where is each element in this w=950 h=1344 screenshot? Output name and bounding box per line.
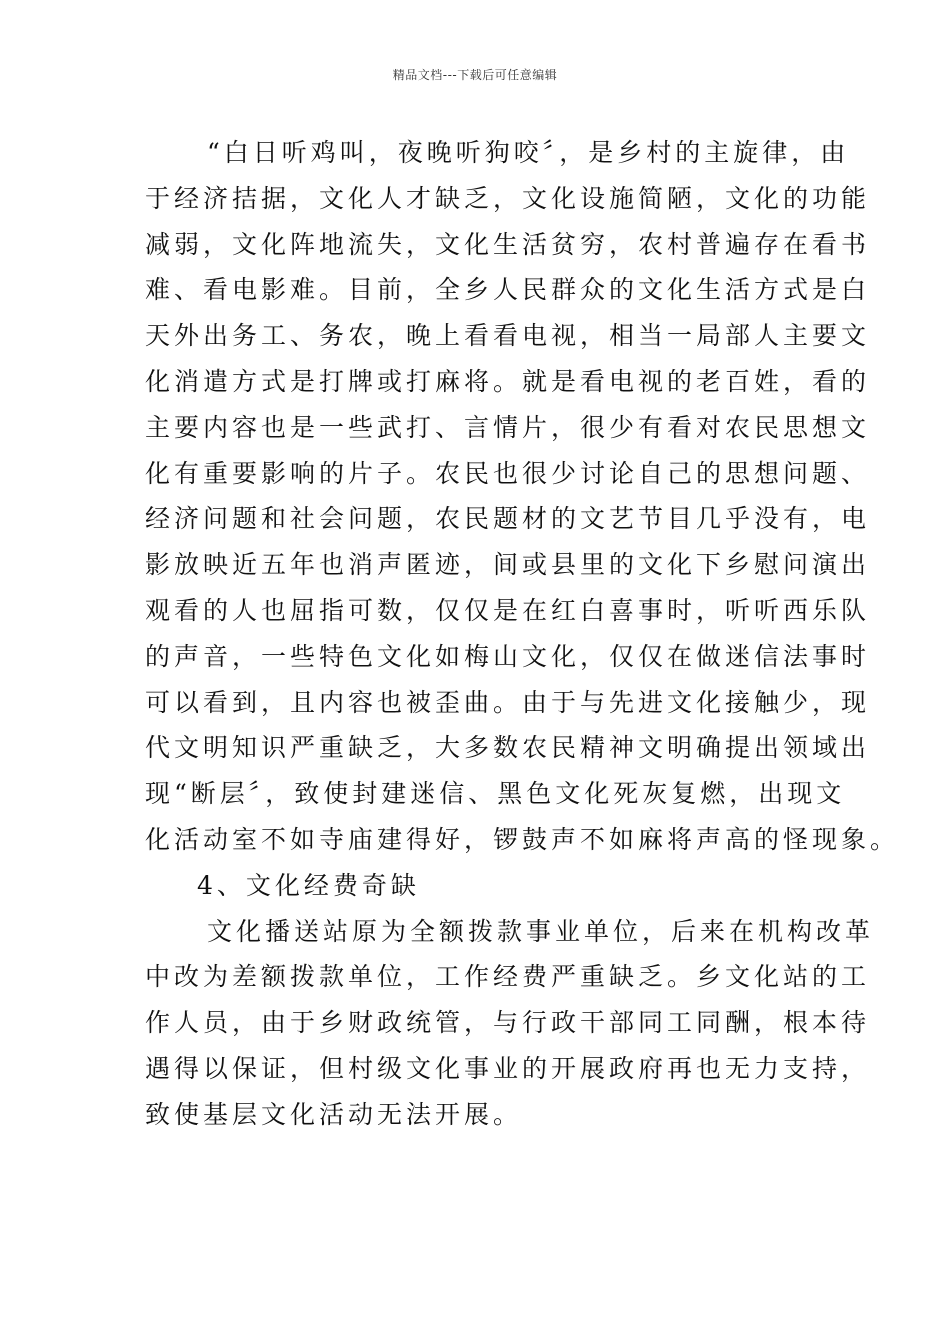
paragraph-line: 化消遣方式是打牌或打麻将。就是看电视的老百姓，看的 [145, 366, 871, 396]
paragraph-line: 于经济拮据，文化人才缺乏，文化设施简陋，文化的功能 [145, 183, 871, 213]
paragraph-line: 化活动室不如寺庙建得好，锣鼓声不如麻将声高的怪现象。 [145, 824, 900, 854]
page-header: 精品文档---下载后可任意编辑 [392, 68, 558, 82]
paragraph-line: 文化播送站原为全额拨款事业单位，后来在机构改革 [207, 916, 875, 946]
paragraph-line: 难、看电影难。目前，全乡人民群众的文化生活方式是白 [145, 275, 871, 305]
paragraph-line: 代文明知识严重缺乏，大多数农民精神文明确提出领域出 [145, 733, 871, 763]
paragraph-line: 观看的人也屈指可数，仅仅是在红白喜事时，听听西乐队 [145, 595, 871, 625]
paragraph-line: 的声音，一些特色文化如梅山文化，仅仅在做迷信法事时 [145, 641, 871, 671]
paragraph-line: 主要内容也是一些武打、言情片，很少有看对农民思想文 [145, 412, 871, 442]
paragraph-line: 经济问题和社会问题，农民题材的文艺节目几乎没有，电 [145, 504, 871, 534]
paragraph-line: “白日听鸡叫，夜晚听狗咬〞，是乡村的主旋律，由 [207, 138, 850, 167]
paragraph-line: 作人员，由于乡财政统管，与行政干部同工同酬，根本待 [145, 1008, 871, 1038]
paragraph-line: 化有重要影响的片子。农民也很少讨论自己的思想问题、 [145, 458, 871, 488]
section-heading: 4、文化经费奇缺 [197, 870, 420, 900]
paragraph-line: 影放映近五年也消声匿迹，间或县里的文化下乡慰问演出 [145, 550, 871, 580]
paragraph-line: 致使基层文化活动无法开展。 [145, 1099, 523, 1129]
paragraph-line: 可以看到，且内容也被歪曲。由于与先进文化接触少，现 [145, 687, 871, 717]
paragraph-line: 现“断层〞，致使封建迷信、黑色文化死灰复燃，出现文 [145, 779, 846, 809]
paragraph-line: 减弱，文化阵地流失，文化生活贫穷，农村普遍存在看书 [145, 229, 871, 259]
document-body [145, 130, 900, 1138]
paragraph-line: 中改为差额拨款单位，工作经费严重缺乏。乡文化站的工 [145, 962, 871, 992]
paragraph-line: 天外出务工、务农，晚上看看电视，相当一局部人主要文 [145, 321, 871, 351]
paragraph-line: 遇得以保证，但村级文化事业的开展政府再也无力支持， [145, 1053, 871, 1083]
